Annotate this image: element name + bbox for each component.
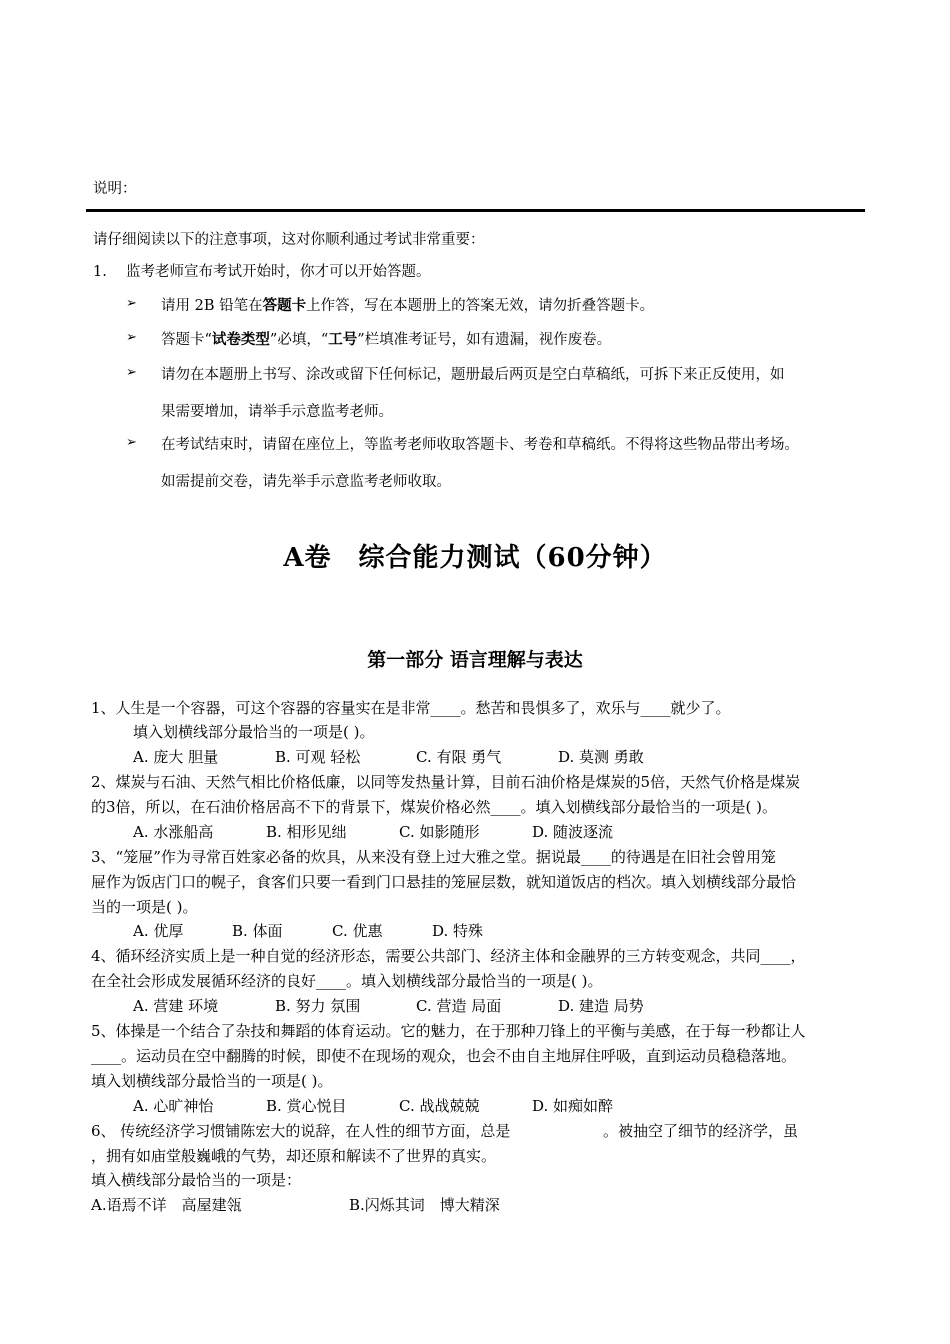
question-5-line-2: ____。运动员在空中翻腾的时候，即使不在现场的观众，也会不由自主地屏住呼吸，直到运动员稳稳落地。 xyxy=(91,1047,797,1065)
question-5-line-1: 5、体操是一个结合了杂技和舞蹈的体育运动。它的魅力，在于那种刀锋上的平衡与美感，在于每一秒都让人 xyxy=(91,1022,806,1040)
question-6-line-3: 填入横线部分最恰当的一项是： xyxy=(91,1171,302,1189)
section-title: 第一部分 语言理解与表达 xyxy=(367,649,583,671)
question-5-option-c: C. 战战兢兢 xyxy=(399,1097,480,1115)
question-6-line-1b: 。被抽空了细节的经济学，虽 xyxy=(603,1122,799,1140)
question-1-option-c: C. 有限 勇气 xyxy=(416,748,502,766)
notice-bullet-4-line-2: 如需提前交卷，请先举手示意监考老师收取。 xyxy=(161,474,451,490)
question-2-option-b: B. 相形见绌 xyxy=(266,823,347,841)
notice-bullet-3-line-1: 请勿在本题册上书写、涂改或留下任何标记，题册最后两页是空白草稿纸，可拆下来正反使用，如 xyxy=(161,367,785,383)
question-4-option-c: C. 营造 局面 xyxy=(416,997,502,1015)
exam-title: A卷 综合能力测试（60分钟） xyxy=(283,543,667,573)
question-6-option-a: A.语焉不详 高屋建瓴 xyxy=(91,1196,242,1214)
notice-bullet-3-line-2: 果需要增加，请举手示意监考老师。 xyxy=(161,404,393,420)
question-2-line-1: 2、煤炭与石油、天然气相比价格低廉，以同等发热量计算，目前石油价格是煤炭的5倍，天然气价格是煤炭 xyxy=(91,773,801,791)
question-4-option-b: B. 努力 氛围 xyxy=(275,997,361,1015)
question-3-line-1: 3、“笼屉”作为寻常百姓家必备的炊具，从来没有登上过大雅之堂。据说最____的待遇是在旧社会曾用笼 xyxy=(91,848,776,866)
question-1-line-2: 填入划横线部分最恰当的一项是( )。 xyxy=(133,723,375,741)
question-6-line-1a: 6、 传统经济学习惯铺陈宏大的说辞，在人性的细节方面，总是 xyxy=(91,1122,511,1140)
question-1-option-a: A. 庞大 胆量 xyxy=(133,748,219,766)
bullet-2-bold-1: 试卷类型 xyxy=(211,331,270,348)
question-4-line-1: 4、循环经济实质上是一种自觉的经济形态，需要公共部门、经济主体和金融界的三方转变观念，共同____， xyxy=(91,947,806,965)
question-3-option-d: D. 特殊 xyxy=(432,922,484,940)
arrow-bullet-icon: ➢ xyxy=(126,330,137,345)
arrow-bullet-icon: ➢ xyxy=(126,435,137,450)
question-3-line-3: 当的一项是( )。 xyxy=(91,898,198,916)
bullet-2-bold-2: 工号 xyxy=(328,331,358,348)
question-5-option-d: D. 如痴如醉 xyxy=(532,1097,614,1115)
question-3-option-b: B. 体面 xyxy=(232,922,283,940)
question-3-line-2: 屉作为饭店门口的幌子，食客们只要一看到门口悬挂的笼屉层数，就知道饭店的档次。填入划横线部分最恰 xyxy=(91,873,797,891)
question-5-option-b: B. 赏心悦目 xyxy=(266,1097,347,1115)
question-4-line-2: 在全社会形成发展循环经济的良好____。填入划横线部分最恰当的一项是( )。 xyxy=(91,972,603,990)
arrow-bullet-icon: ➢ xyxy=(126,365,137,380)
notice-item-1-text: 监考老师宣布考试开始时，你才可以开始答题。 xyxy=(126,264,431,280)
notice-item-1 xyxy=(93,260,431,281)
question-6-line-2: ，拥有如庙堂般巍峨的气势，却还原和解读不了世界的真实。 xyxy=(91,1147,497,1165)
question-2-line-2: 的3倍，所以，在石油价格居高不下的背景下，煤炭价格必然____。填入划横线部分最恰当的一项是( )。 xyxy=(91,798,778,816)
header-label: 说明： xyxy=(93,181,137,197)
question-1-option-b: B. 可观 轻松 xyxy=(275,748,361,766)
notice-item-1-number: 1. xyxy=(93,264,107,280)
question-2-option-c: C. 如影随形 xyxy=(399,823,480,841)
notice-intro: 请仔细阅读以下的注意事项，这对你顺利通过考试非常重要： xyxy=(93,232,485,248)
bullet-2-mid: ”必填，“ xyxy=(269,332,329,348)
question-4-option-d: D. 建造 局势 xyxy=(558,997,644,1015)
bullet-2-pre: 答题卡“ xyxy=(161,332,212,348)
question-5-option-a: A. 心旷神怡 xyxy=(133,1097,214,1115)
bullet-1-post: 上作答，写在本题册上的答案无效，请勿折叠答题卡。 xyxy=(306,298,655,314)
question-1-option-d: D. 莫测 勇敢 xyxy=(558,748,644,766)
question-2-option-d: D. 随波逐流 xyxy=(532,823,614,841)
question-3-option-a: A. 优厚 xyxy=(133,922,184,940)
question-2-option-a: A. 水涨船高 xyxy=(133,823,214,841)
question-6-option-b: B.闪烁其词 博大精深 xyxy=(349,1196,500,1214)
question-3-option-c: C. 优惠 xyxy=(332,922,383,940)
question-4-option-a: A. 营建 环境 xyxy=(133,997,219,1015)
arrow-bullet-icon: ➢ xyxy=(126,296,137,311)
question-1-line-1: 1、人生是一个容器，可这个容器的容量实在是非常____。愁苦和畏惧多了，欢乐与____就少了。 xyxy=(91,699,731,717)
bullet-1-bold: 答题卡 xyxy=(262,297,307,314)
bullet-1-pre: 请用 2B 铅笔在 xyxy=(161,298,263,314)
notice-bullet-1 xyxy=(161,294,654,315)
notice-bullet-4-line-1: 在考试结束时，请留在座位上，等监考老师收取答题卡、考卷和草稿纸。不得将这些物品带出考场。 xyxy=(161,437,799,453)
question-5-line-3: 填入划横线部分最恰当的一项是( )。 xyxy=(91,1072,333,1090)
bullet-2-post: ”栏填准考证号，如有遗漏，视作废卷。 xyxy=(357,332,612,348)
header-rule xyxy=(86,209,865,212)
notice-bullet-2 xyxy=(161,328,611,349)
